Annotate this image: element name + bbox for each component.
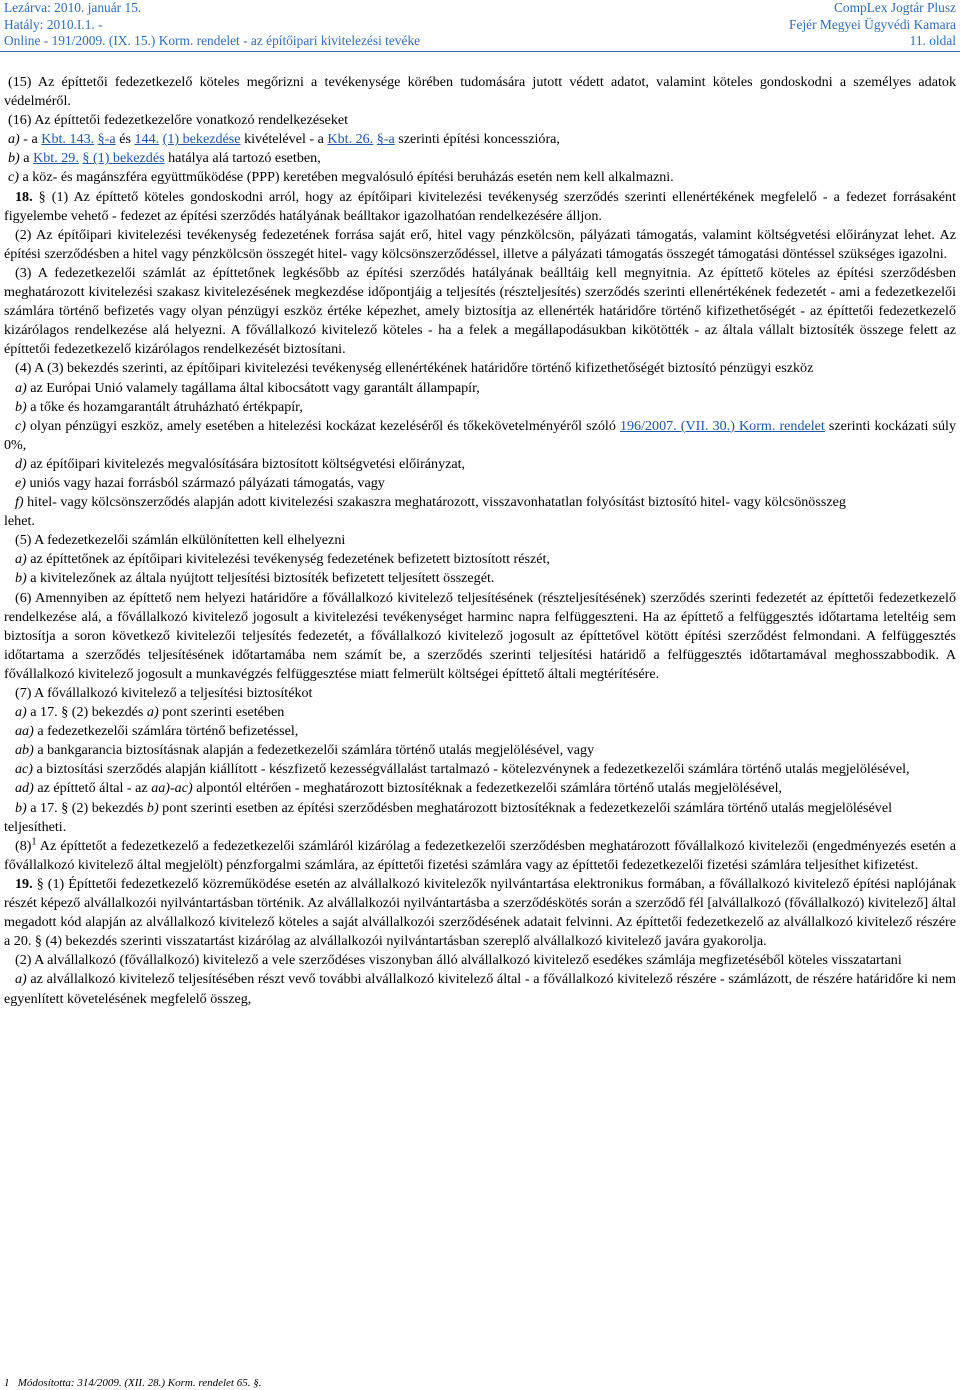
section-18-4-a bbox=[4, 379, 956, 398]
text-span: a köz- és magánszféra együttműködése (PPP) keretében megvalósuló építési beruházás esetén nem kell alkalmazni. bbox=[18, 169, 674, 186]
text-span: és bbox=[115, 131, 135, 148]
item-mark: b) bbox=[146, 799, 159, 816]
text-span: § (1) Építtetői fedezetkezelő közreműködése esetén az alvállalkozó kivitelezők nyilvántartása elektronikus formában, a fővállalkozó kivitelező építési naplójának részét képező alvállalkozói nyilvántartásban történik. Az alvállalkozói nyilvántartásba a szerződéskötés során a szerződő fél [alvállalkozó (fővállalkozó) kivitelező] által megadott kód alapján az alvállalkozó kivitelező köteles a saját alvállalkozói szerződésének adatait felvinni. Az építtetői fedezetkezelő az alvállalkozó kivitelező részére a 20. § (4) bekezdés szerinti visszatartást kizárólag az alvállalkozói nyilvántartásban szereplő alvállalkozó kivitelező javára gyakorolja. bbox=[4, 875, 956, 950]
item-mark: d) bbox=[15, 455, 27, 472]
section-18-7-a bbox=[4, 703, 956, 722]
text-span: kivételével - a bbox=[240, 131, 328, 148]
text-span: szerinti kockázati súly 0%, bbox=[4, 417, 956, 453]
section-18-4-c bbox=[4, 417, 956, 455]
decree-link[interactable]: 196/2007. (VII. 30.) Korm. rendelet bbox=[619, 417, 825, 434]
item-mark: f) bbox=[15, 494, 24, 511]
section-18-7-ac bbox=[4, 760, 956, 779]
law-link[interactable]: 144. bbox=[134, 131, 160, 148]
text-span: § (1) Az építtető köteles gondoskodni arról, hogy az építőipari kivitelezési tevékenység szerződés szerinti ellenértékének megfelelő - a fedezet forrásaként figyelembe vehető - fedezet az építési szerződés hatályának beálltakor igazolhatóan rendelkezésére álljon. bbox=[4, 188, 956, 224]
paragraph-16-b bbox=[4, 149, 956, 168]
item-mark: ad) bbox=[15, 780, 34, 797]
item-mark: a) bbox=[8, 131, 20, 148]
text-span: a 17. § (2) bekezdés bbox=[26, 704, 147, 721]
section-18-paragraph-5: (5) A fedezetkezelői számlán elkülönítetten kell elhelyezni bbox=[15, 532, 346, 549]
item-mark: b) bbox=[15, 570, 27, 587]
footnote-text: Módosította: 314/2009. (XII. 28.) Korm. rendelet 65. §. bbox=[17, 1377, 262, 1389]
text-span: hatálya alá tartozó esetben, bbox=[164, 150, 321, 167]
paragraph-number: (8) bbox=[15, 837, 32, 854]
text-span: a biztosítási szerződés alapján kiállított - készfizető kezességvállalást tartalmazó - kötelezvénynek a fedezetkezelői számlára történő utalás megjelölésével, bbox=[33, 761, 910, 778]
section-number: 19. bbox=[15, 875, 33, 892]
paragraph-15: (15) Az építtetői fedezetkezelő köteles megőrizni a tevékenysége körében tudomására jutott védett adatot, valamint köteles gondoskodni a személyes adatok védelméről. bbox=[4, 74, 956, 110]
footnote-number: 1 bbox=[4, 1377, 10, 1389]
item-mark: b) bbox=[8, 150, 20, 167]
header-left bbox=[4, 0, 420, 50]
item-mark: a) bbox=[15, 379, 27, 396]
section-18-4-f bbox=[4, 493, 956, 512]
section-18-5-a bbox=[4, 550, 956, 569]
text-span: az Európai Unió valamely tagállama által kibocsátott vagy garantált állampapír, bbox=[26, 379, 480, 396]
section-18-4-b bbox=[4, 398, 956, 417]
item-mark: ab) bbox=[15, 742, 34, 759]
header-product: CompLex Jogtár Plusz bbox=[834, 0, 956, 15]
text-span: az alvállalkozó kivitelező teljesítésében részt vevő további alvállalkozó kivitelező által - a fővállalkozó kivitelező részére - számlázott, de részére határidőre ki nem egyenlített követelésének megfelelő összeg, bbox=[4, 971, 956, 1007]
header-divider bbox=[0, 51, 960, 52]
section-19-paragraph-2: (2) A alvállalkozó (fővállalkozó) kivitelező a vele szerződéses viszonyban álló alvállalkozó kivitelező esedékes számlája megfizetéséből köteles visszatartani bbox=[15, 952, 902, 969]
header-closed-date: Lezárva: 2010. január 15. bbox=[4, 0, 142, 15]
section-18-paragraph-6: (6) Amennyiben az építtető nem helyezi határidőre a fővállalkozó kivitelező teljesítésének (részteljesítésének) szerződés szerinti fedezetét az építtetői fedezetkezelő rendelkezése alá, a fővállalkozó kivitelező jogosult a kivitelezési tevékenységet harminc napra felfüggeszteni. Ha az építtető a felfüggesztés időtartama leteltéig sem biztosítja a soron következő kivitelezői teljesítés fedezetét, a fővállalkozó kivitelező jogosult az építtetővel kötött építési szerződést felmondani. A felfüggesztés időtartama a szerződés teljesítésének időtartamába nem számít be, a szerződés szerinti teljesítési határidő a felfüggesztés időtartamával meghosszabbodik. A fővállalkozó kivitelező jogosult a munkavégzés felfüggesztése miatt felmerült költségei építtető általi megtérítésére. bbox=[4, 589, 956, 682]
section-number: 18. bbox=[15, 188, 33, 205]
footnote bbox=[4, 1376, 261, 1390]
item-mark: a) bbox=[15, 971, 27, 988]
text-span: a 17. § (2) bekezdés bbox=[26, 799, 147, 816]
text-span: az építőipari kivitelezés megvalósítására biztosított költségvetési előirányzat, bbox=[26, 455, 466, 472]
text-span: olyan pénzügyi eszköz, amely esetében a hitelezési kockázat kezeléséről és tőkekövetelményéről szóló bbox=[25, 417, 620, 434]
section-18-7-b bbox=[4, 799, 956, 818]
item-mark: a) bbox=[146, 704, 159, 721]
item-mark: aa) bbox=[15, 723, 34, 740]
item-mark: b) bbox=[15, 398, 27, 415]
text-span: pont szerinti esetében bbox=[158, 704, 285, 721]
text-span: a tőke és hozamgarantált átruházható értékpapír, bbox=[26, 398, 303, 415]
item-mark: e) bbox=[15, 474, 26, 491]
section-18-4-e bbox=[4, 474, 956, 493]
text-span: a bbox=[19, 150, 34, 167]
section-18-paragraph-1 bbox=[4, 188, 956, 226]
section-18-5-b bbox=[4, 569, 956, 588]
page-header bbox=[0, 0, 960, 52]
text-span: hitel- vagy kölcsönszerződés alapján adott kivitelezési szakaszra meghatározott, visszavonhatatlan folyósítást biztosító hitel- vagy kölcsönösszeg bbox=[23, 494, 846, 511]
text-span: a kivitelezőnek az általa nyújtott teljesítési biztosíték befizetett teljesített összegét. bbox=[26, 570, 495, 587]
item-mark: a) bbox=[15, 551, 27, 568]
item-mark: a) bbox=[15, 704, 27, 721]
law-link[interactable]: §-a bbox=[376, 131, 395, 148]
text-span: a bankgarancia biztosításnak alapján a fedezetkezelői számlára történő utalás megjelölésével, vagy bbox=[33, 742, 595, 759]
text-span: az építtető által - az bbox=[33, 780, 152, 797]
document-body bbox=[4, 73, 956, 1009]
section-18-4-end: lehet. bbox=[4, 513, 35, 530]
text-span: alpontól eltérően - meghatározott biztosítéknak a fedezetkezelői számlára történő utalás megjelölésével, bbox=[192, 780, 783, 797]
section-18-paragraph-8 bbox=[4, 837, 956, 875]
item-mark: b) bbox=[15, 799, 27, 816]
header-document-title: Online - 191/2009. (IX. 15.) Korm. rendelet - az építőipari kivitelezési tevéke bbox=[4, 33, 421, 48]
section-19-2-a bbox=[4, 970, 956, 1008]
section-18-paragraph-2: (2) Az építőipari kivitelezési tevékenység fedezetének forrása saját erő, hitel vagy pénzkölcsön, pályázati támogatás, valamint költségvetési előirányzat lehet. Az építési szerződésben a hitel vagy pénzkölcsön összegét hitel- vagy kölcsönszerződéssel, illetve a pályázati támogatás összegét támogatási döntéssel szükséges igazolni. bbox=[4, 226, 956, 262]
header-organization: Fejér Megyei Ügyvédi Kamara bbox=[789, 16, 956, 32]
law-link[interactable]: Kbt. 29. bbox=[33, 150, 79, 167]
text-span: az építtetőnek az építőipari kivitelezési tevékenység fedezetének befizetett biztosított részét, bbox=[26, 551, 550, 568]
footnote-reference[interactable]: 1 bbox=[31, 836, 37, 848]
section-18-paragraph-7: (7) A fővállalkozó kivitelező a teljesítési biztosítékot bbox=[15, 685, 313, 701]
law-link[interactable]: § (1) bekezdés bbox=[82, 150, 165, 167]
law-link[interactable]: §-a bbox=[97, 131, 116, 148]
law-link[interactable]: Kbt. 26. bbox=[327, 131, 374, 148]
header-effect-date: Hatály: 2010.I.1. - bbox=[4, 16, 103, 32]
text-span: - a bbox=[19, 131, 42, 148]
section-19-paragraph-1 bbox=[4, 875, 956, 951]
paragraph-16-intro: (16) Az építtetői fedezetkezelőre vonatkozó rendelkezéseket bbox=[8, 112, 349, 129]
text-span: Az építtetőt a fedezetkezelő a fedezetkezelői számláról kizárólag a fedezetkezelői szerződésben meghatározott fővállalkozó kivitelezői (engedményezés esetén a fővállalkozó kivitelező által megjelölt) pénzforgalmi számlára, az építtetői fizetési számlára vagy az építtetői fedezetkezelői fizetési számlára teljesíthet kifizetést. bbox=[4, 837, 956, 873]
item-mark: c) bbox=[8, 169, 19, 186]
section-18-paragraph-4: (4) A (3) bekezdés szerinti, az építőipari kivitelezési tevékenység ellenértékének határidőre történő kifizethetőségét biztosító pénzügyi eszköz bbox=[15, 360, 814, 377]
header-right bbox=[789, 0, 956, 50]
item-mark: aa)-ac) bbox=[151, 780, 193, 797]
section-18-paragraph-3: (3) A fedezetkezelői számlát az építtetőnek legkésőbb az építési szerződés hatályának beálltáig kell megnyitnia. Az építtető köteles az építési szerződésben meghatározott kivitelezési szakasz kivitelezésének megkezdése időpontjáig a teljesítés (részteljesítés) szerződés szerinti ellenértékének fedezetét - ami a fedezetkezelői számlára történő befizetés vagy olyan pénzügyi eszköz értéke képezhet, amely biztosítja az ellenérték határidőre történő kifizethetőségét - az építtetői fedezetkezelő kizárólagos rendelkezése alá helyezni. A fővállalkozó kivitelező köteles - ha a felek a megállapodásukban kikötötték - az általa vállalt biztosíték összege felett az építtetői fedezetkezelő kizárólagos rendelkezését biztosítani. bbox=[4, 264, 956, 358]
paragraph-16-a bbox=[4, 130, 956, 149]
text-span: pont szerinti esetben az építési szerződésben meghatározott biztosítéknak a fedezetkezelői számlára történő utalás megjelölésével bbox=[158, 799, 892, 816]
text-span: szerinti építési koncesszióra, bbox=[394, 131, 560, 148]
text-span: uniós vagy hazai forrásból származó pályázati támogatás, vagy bbox=[25, 474, 385, 491]
section-18-7-end: teljesítheti. bbox=[4, 818, 67, 835]
section-18-4-d bbox=[4, 455, 956, 474]
text-span: a fedezetkezelői számlára történő befizetéssel, bbox=[33, 723, 299, 740]
section-18-7-aa bbox=[4, 722, 956, 741]
header-page-number: 11. oldal bbox=[909, 33, 956, 48]
item-mark: ac) bbox=[15, 761, 33, 778]
item-mark: c) bbox=[15, 417, 26, 434]
section-18-7-ad bbox=[4, 779, 956, 798]
law-link[interactable]: Kbt. 143. bbox=[41, 131, 95, 148]
paragraph-16-c bbox=[4, 168, 956, 187]
law-link[interactable]: (1) bekezdése bbox=[162, 131, 241, 148]
section-18-7-ab bbox=[4, 741, 956, 760]
